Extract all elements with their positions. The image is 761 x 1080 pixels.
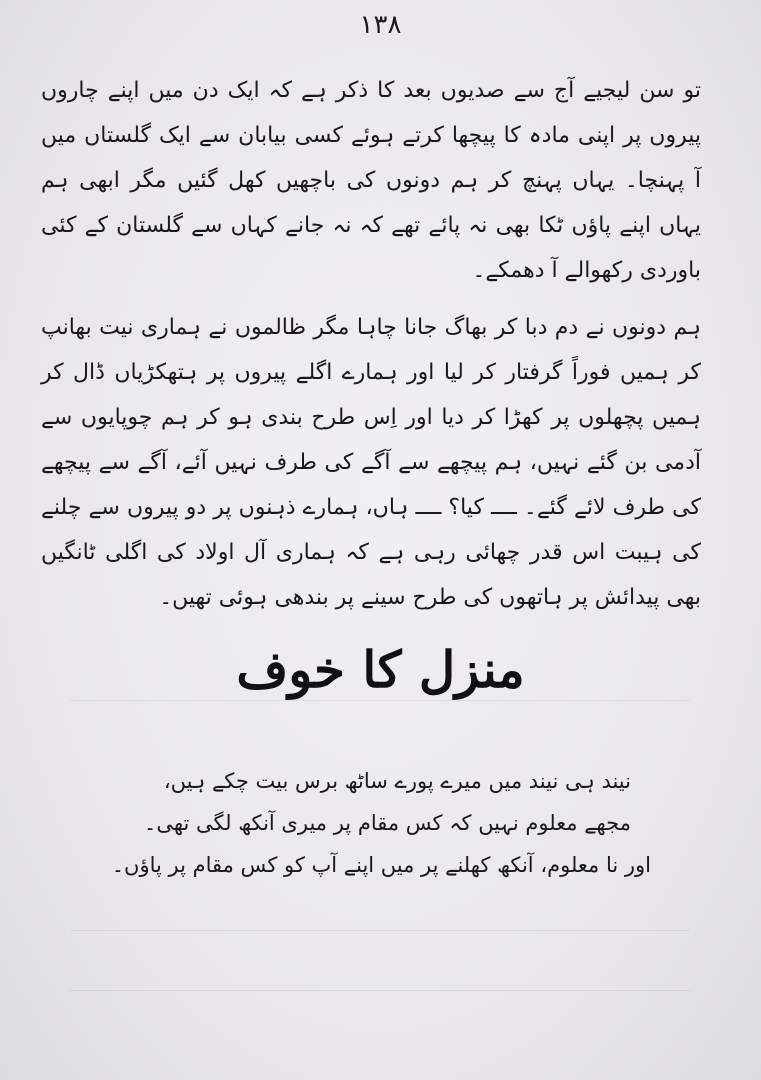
paper-texture-line — [70, 930, 690, 931]
paragraph-1 — [41, 68, 701, 293]
section-heading: منزل کا خوف — [236, 640, 525, 699]
poem-line-2: مجھے معلوم نہیں کہ کس مقام پر میری آنکھ لگی تھی۔ — [144, 811, 631, 835]
page-number: ١٣٨ — [359, 10, 402, 40]
paragraph-2-text: ہم دونوں نے دم دبا کر بھاگ جانا چاہا مگر ظالموں نے ہماری نیت بھانپ کر ہمیں فوراً گرفتار کر لیا اور ہمارے اگلے پیروں پر ہتھکڑیاں ڈال کر ہمیں پچھلوں پر کھڑا کر دیا اور اِس طرح بندی ہو کر ہم چوپایوں سے آدمی بن گئے نہیں، ہم پیچھے سے آگے کی طرف نہیں آئے، آگے سے پیچھے کی طرف لائے گئے۔ ــــ کیا؟ ــــ ہاں، ہمارے ذہنوں پر دو پیروں سے چلنے کی ہیبت اس قدر چھائی رہی ہے کہ ہماری آل اولاد کی اگلی ٹانگیں بھی پیدائش پر ہاتھوں کی طرح سینے پر بندھی ہوئی تھیں۔ — [41, 315, 701, 610]
paragraph-1-text: تو سن لیجیے آج سے صدیوں بعد کا ذکر ہے کہ ایک دن میں اپنے چاروں پیروں پر اپنی مادہ کا پیچھا کرتے ہوئے کسی بیابان سے ایک گلستاں میں آ پہنچا۔ یہاں پہنچ کر ہم دونوں کی باچھیں کھل گئیں مگر ابھی ہم یہاں اپنے پاؤں ٹکا بھی نہ پائے تھے کہ نہ جانے کہاں سے گلستان کے کئی باوردی رکھوالے آ دھمکے۔ — [41, 78, 701, 283]
poem-line-1: نیند ہی نیند میں میرے پورے ساٹھ برس بیت چکے ہیں، — [163, 769, 631, 793]
poem-line-3: اور نا معلوم، آنکھ کھلنے پر میں اپنے آپ کو کس مقام پر پاؤں۔ — [111, 853, 651, 877]
paragraph-2 — [41, 305, 701, 620]
paper-texture-line — [70, 700, 690, 701]
paper-texture-line — [70, 990, 690, 991]
poem — [71, 760, 651, 886]
